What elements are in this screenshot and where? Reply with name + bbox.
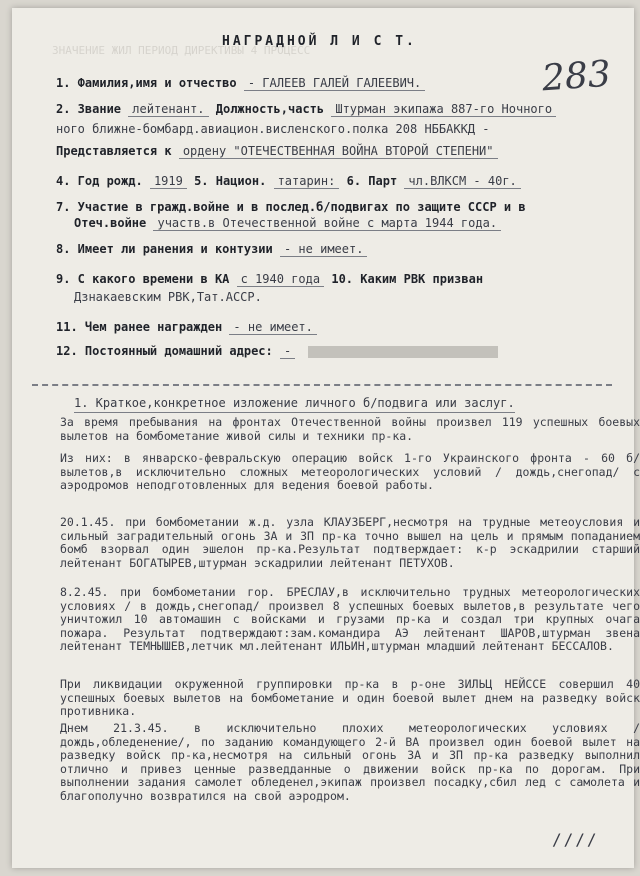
field-5-value: татарин: xyxy=(274,174,340,189)
paragraph-1: За время пребывания на фронтах Отечественной войны произвел 119 успешных боевых вылетов на бомбометание живой силы и техники пр-ка. xyxy=(60,415,640,443)
field-2-label: 2. Звание xyxy=(56,102,122,116)
field-10-label: 10. Каким РВК призван xyxy=(331,272,484,286)
field-8-value: - не имеет. xyxy=(280,242,367,257)
field-7-label: 7. Участие в гражд.войне и в послед.б/подвигах по защите СССР и в xyxy=(56,200,526,214)
field-10-value: Дзнакаевским РВК,Тат.АССР. xyxy=(74,290,262,304)
field-2 xyxy=(56,102,556,116)
field-1-label: 1. Фамилия,имя и отчество xyxy=(56,76,237,90)
field-3 xyxy=(56,144,498,158)
field-7-label-2: Отеч.войне xyxy=(74,216,147,230)
field-4-label: 4. Год рожд. xyxy=(56,174,143,188)
field-2-continuation: ного ближне-бомбард.авиацион.висленского.полка 208 НББАККД - xyxy=(56,122,490,136)
field-2b-value: Штурман экипажа 887-го Ночного xyxy=(331,102,556,117)
redacted-address xyxy=(308,346,498,358)
field-6-label: 6. Парт xyxy=(346,174,398,188)
field-5-label: 5. Национ. xyxy=(194,174,267,188)
field-3-value: ордену "ОТЕЧЕСТВЕННАЯ ВОЙНА ВТОРОЙ СТЕПЕНИ" xyxy=(179,144,498,159)
handwritten-number: 283 xyxy=(540,53,613,100)
field-9-10 xyxy=(56,272,483,286)
handwritten-tally: //// xyxy=(552,830,599,849)
document-title: НАГРАДНОЙ Л И С Т. xyxy=(222,34,417,49)
paragraph-3: 20.1.45. при бомбометании ж.д. узла КЛАУЗБЕРГ,несмотря на трудные метеоусловия и сильный заградительный огонь ЗА и ЗП пр-ка точно вышел на цель и прямым попаданием бомб взорвал один эшелон пр-ка.Результат подтверждает: к-р эскадрилии старший лейтенант БОГАТЫРЕВ,штурман эскадрилии лейтенант ПЕТУХОВ. xyxy=(60,515,640,570)
field-8 xyxy=(56,242,367,256)
field-4-value: 1919 xyxy=(150,174,187,189)
field-1 xyxy=(56,76,425,90)
field-12 xyxy=(56,344,498,358)
field-11-value: - не имеет. xyxy=(229,320,316,335)
field-7 xyxy=(56,200,526,214)
field-12-value: - xyxy=(280,344,295,359)
field-12-label: 12. Постоянный домашний адрес: xyxy=(56,344,273,358)
field-8-label: 8. Имеет ли ранения и контузии xyxy=(56,242,273,256)
field-9-value: с 1940 года xyxy=(237,272,324,287)
field-3-label: Представляется к xyxy=(56,144,172,158)
bleed-through-text: ЗНАЧЕНИЕ ЖИЛ ПЕРИОД ДИРЕКТИВЫ 4 ПРОЦЕСС xyxy=(52,44,311,57)
paragraph-5: При ликвидации окруженной группировки пр-ка в р-оне ЗИЛЬЦ НЕЙССЕ совершил 40 успешных боевых вылетов на бомбометание и один боевой вылет днем на разведку войск противника. xyxy=(60,677,640,718)
paragraph-2: Из них: в январско-февральскую операцию войск 1-го Украинского фронта - 60 б/вылетов,в исключительно сложных метеорологических условий / дождь,снегопад/ с аэродромов неподготовленных для ведения боевой работы. xyxy=(60,451,640,492)
field-11-label: 11. Чем ранее награжден xyxy=(56,320,223,334)
field-11 xyxy=(56,320,317,334)
field-9-label: 9. С какого времени в КА xyxy=(56,272,230,286)
section-heading: 1. Краткое,конкретное изложение личного б/подвига или заслуг. xyxy=(74,396,515,413)
field-2b-label: Должность,часть xyxy=(215,102,325,116)
field-7-line-2 xyxy=(74,216,501,230)
divider xyxy=(32,384,612,386)
field-1-value: - ГАЛЕЕВ ГАЛЕЙ ГАЛЕЕВИЧ. xyxy=(244,76,425,91)
field-6-value: чл.ВЛКСМ - 40г. xyxy=(404,174,520,189)
field-4-5-6 xyxy=(56,174,521,188)
field-2-value: лейтенант. xyxy=(128,102,208,117)
paragraph-6: Днем 21.3.45. в исключительно плохих метеорологических условиях / дождь,обледенение/, по заданию командующего 2-й ВА произвел один боевой вылет на разведку войск пр-ка,несмотря на сильный огонь ЗА и ЗП пр-ка разведку выполнил отлично и привез ценные разведданные о движении войск пр-ка по дорогам. При выполнении задания самолет обледенел,экипаж произвел посадку,сбил лед с самолета и благополучно возвратился на свой аэродром. xyxy=(60,721,640,803)
field-7-value: участв.в Отечественной войне с марта 1944 года. xyxy=(153,216,501,231)
paragraph-4: 8.2.45. при бомбометании гор. БРЕСЛАУ,в исключительно трудных метеорологических условиях / в дождь,снегопад/ произвел 8 успешных боевых вылетов,в результате чего уничтожил 10 автомашин с войсками и грузами пр-ка и создал три крупных очага пожара. Результат подтверждают:зам.командира АЭ лейтенант ШАРОВ,штурман звена лейтенант ТЕМНЫШЕВ,летчик мл.лейтенант ИЛЬИН,штурман младший лейтенант БЕССАЛОВ. xyxy=(60,585,640,653)
award-sheet xyxy=(12,8,640,868)
